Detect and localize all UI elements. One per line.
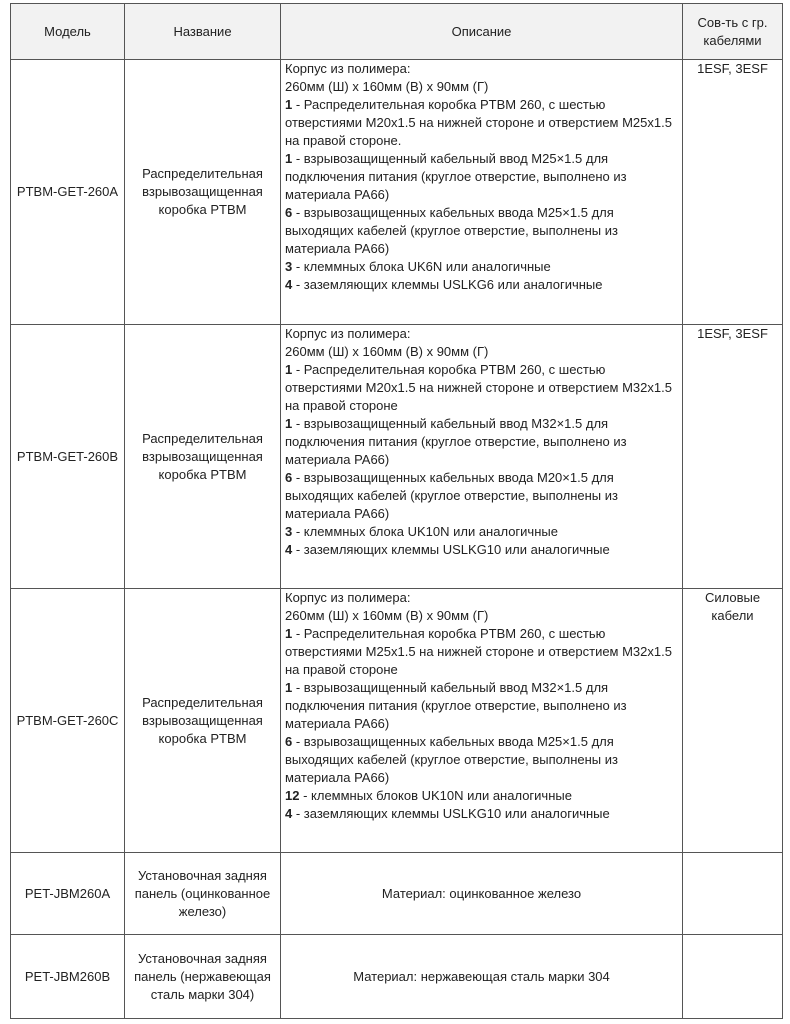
desc-line: 260мм (Ш) x 160мм (В) x 90мм (Г) [285,608,489,623]
cell-compat [683,935,783,1019]
desc-line: Корпус из полимера: [285,326,411,341]
cell-name: Распределительная взрывозащищенная коробка PTBM [125,589,281,853]
cell-name: Установочная задняя панель (нержавеющая сталь марки 304) [125,935,281,1019]
desc-line: 260мм (Ш) x 160мм (В) x 90мм (Г) [285,79,489,94]
desc-line: 1 - Распределительная коробка PTBM 260, с шестью отверстиями M25x1.5 на нижней стороне и отверстием M32x1.5 на правой стороне [285,626,672,677]
desc-line: 6 - взрывозащищенных кабельных ввода M25×1.5 для выходящих кабелей (круглое отверстие, выполнены из материала PA66) [285,205,618,256]
table-row [11,589,783,853]
cell-model: PET-JBM260A [11,853,125,935]
header-description: Описание [281,4,683,60]
cell-description: Материал: нержавеющая сталь марки 304 [281,935,683,1019]
cell-compat: Силовые кабели [683,589,783,853]
table-row [11,325,783,589]
desc-line: 3 - клеммных блока UK10N или аналогичные [285,524,558,539]
cell-name: Установочная задняя панель (оцинкованное железо) [125,853,281,935]
desc-line: 4 - заземляющих клеммы USLKG10 или аналогичные [285,542,610,557]
table-header-row [11,4,783,60]
header-name: Название [125,4,281,60]
desc-line: 1 - Распределительная коробка PTBM 260, с шестью отверстиями M20x1.5 на нижней стороне и отверстием M32x1.5 на правой стороне [285,362,672,413]
desc-line: 1 - Распределительная коробка PTBM 260, с шестью отверстиями M20x1.5 на нижней стороне и отверстием M25x1.5 на правой стороне. [285,97,672,148]
desc-line: 12 - клеммных блоков UK10N или аналогичные [285,788,572,803]
cell-name: Распределительная взрывозащищенная коробка PTBM [125,60,281,325]
table-row [11,853,783,935]
cell-compat [683,853,783,935]
desc-line: 1 - взрывозащищенный кабельный ввод M32×1.5 для подключения питания (круглое отверстие, выполнено из материала PA66) [285,416,627,467]
desc-line: 1 - взрывозащищенный кабельный ввод M32×1.5 для подключения питания (круглое отверстие, выполнено из материала PA66) [285,680,627,731]
desc-line: 3 - клеммных блока UK6N или аналогичные [285,259,551,274]
cell-model: PET-JBM260B [11,935,125,1019]
desc-line: 6 - взрывозащищенных кабельных ввода M20×1.5 для выходящих кабелей (круглое отверстие, выполнены из материала PA66) [285,470,618,521]
cell-description: Материал: оцинкованное железо [281,853,683,935]
cell-model: PTBM-GET-260B [11,325,125,589]
table-row [11,60,783,325]
cell-model: PTBM-GET-260A [11,60,125,325]
cell-description [281,589,683,853]
desc-line: 260мм (Ш) x 160мм (В) x 90мм (Г) [285,344,489,359]
cell-name: Распределительная взрывозащищенная коробка PTBM [125,325,281,589]
desc-line: 1 - взрывозащищенный кабельный ввод M25×1.5 для подключения питания (круглое отверстие, выполнено из материала PA66) [285,151,627,202]
cell-description [281,325,683,589]
cell-description [281,60,683,325]
desc-line: 4 - заземляющих клеммы USLKG6 или аналогичные [285,277,603,292]
header-model: Модель [11,4,125,60]
desc-line: Корпус из полимера: [285,61,411,76]
product-spec-table [10,3,783,1019]
cell-model: PTBM-GET-260C [11,589,125,853]
table-row [11,935,783,1019]
cell-compat: 1ESF, 3ESF [683,60,783,325]
cell-compat: 1ESF, 3ESF [683,325,783,589]
desc-line: Корпус из полимера: [285,590,411,605]
desc-line: 6 - взрывозащищенных кабельных ввода M25×1.5 для выходящих кабелей (круглое отверстие, выполнены из материала PA66) [285,734,618,785]
desc-line: 4 - заземляющих клеммы USLKG10 или аналогичные [285,806,610,821]
header-compat: Сов-ть с гр. кабелями [683,4,783,60]
